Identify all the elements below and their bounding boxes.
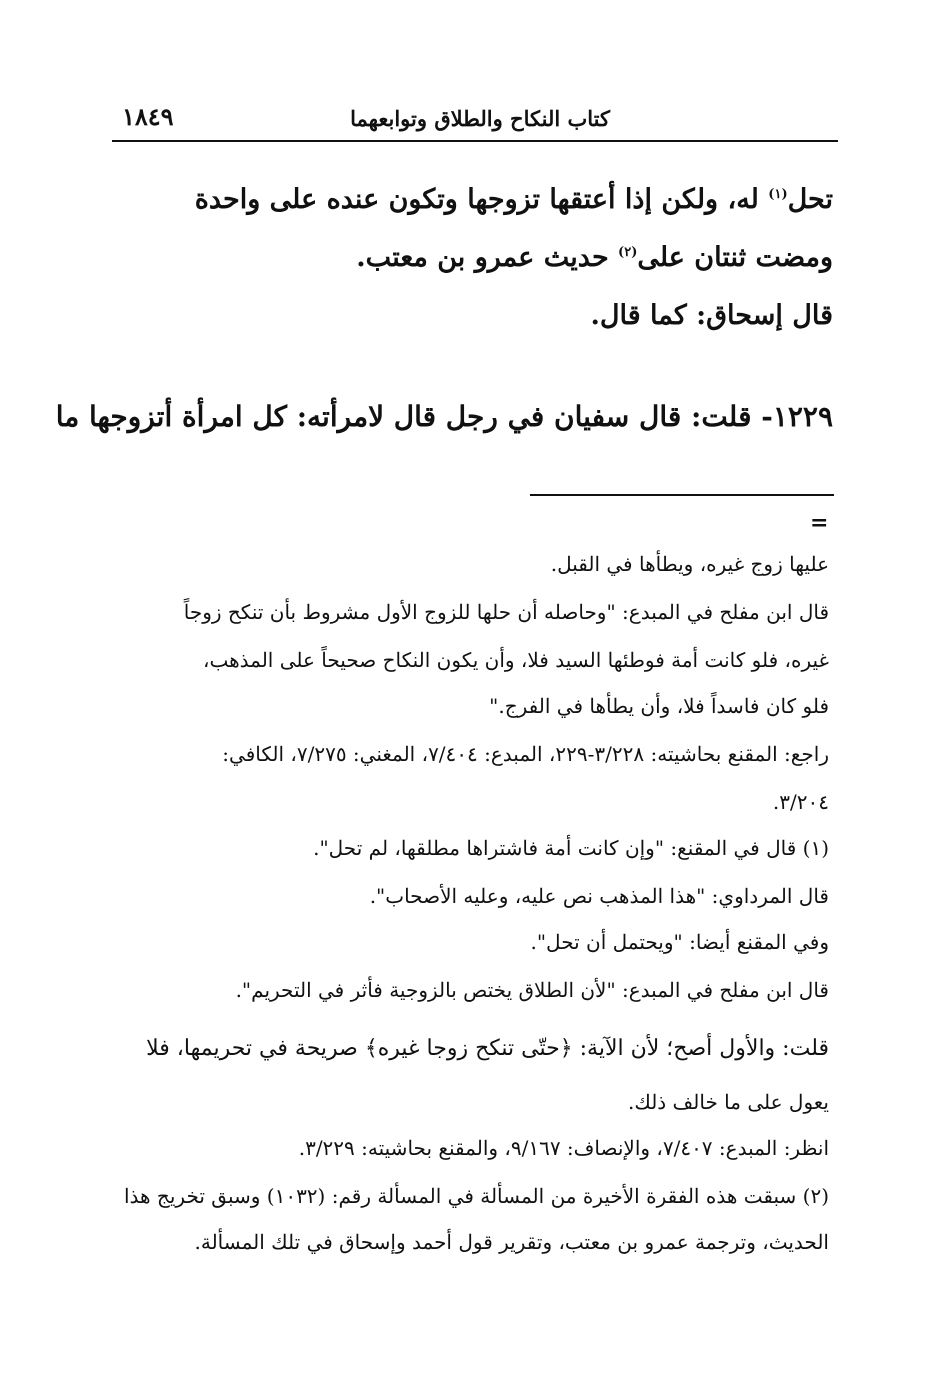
- footnote-ref-2: (٢): [618, 245, 638, 260]
- footnote-ref-1: (١): [768, 187, 788, 202]
- page-number: ١٨٤٩: [122, 102, 174, 131]
- footnote-line: وفي المقنع أيضا: "ويحتمل أن تحل".: [530, 930, 829, 954]
- footnote-line: قال المرداوي: "هذا المذهب نص عليه، وعليه الأصحاب".: [369, 884, 829, 908]
- main-text-line-3: قال إسحاق: كما قال.: [590, 300, 833, 331]
- footnote-line: قال ابن مفلح في المبدع: "لأن الطلاق يختص بالزوجية فأثر في التحريم".: [235, 978, 829, 1002]
- footnote-2: (٢) سبقت هذه الفقرة الأخيرة من المسألة في المسألة رقم: (١٠٣٢) وسبق تخريج هذا: [123, 1184, 829, 1208]
- footnote-separator: [530, 494, 834, 496]
- page-header: [112, 100, 838, 142]
- main-text-line-1: [103, 184, 833, 215]
- main-text-line-2: [103, 242, 833, 273]
- footnote-line-quran: قلت: والأول أصح؛ لأن الآية: ﴿حتّى تنكح زوجا غيره﴾ صريحة في تحريمها، فلا: [146, 1036, 829, 1061]
- continuation-mark: =: [810, 510, 829, 536]
- footnote-1: (١) قال في المقنع: "وإن كانت أمة فاشتراها مطلقها، لم تحل".: [313, 836, 829, 860]
- main-text-segment: تحل: [787, 184, 833, 215]
- footnote-line: غيره، فلو كانت أمة فوطئها السيد فلا، وأن يكون النكاح صحيحاً على المذهب،: [203, 648, 829, 672]
- footnote-line: عليها زوج غيره، ويطأها في القبل.: [550, 552, 829, 576]
- footnote-line: قال ابن مفلح في المبدع: "وحاصله أن حلها للزوج الأول مشروط بأن تنكح زوجاً: [183, 600, 829, 624]
- footnote-line: الحديث، وترجمة عمرو بن معتب، وتقرير قول أحمد وإسحاق في تلك المسألة.: [194, 1230, 829, 1254]
- main-text-segment: له، ولكن إذا أعتقها تزوجها وتكون عنده على واحدة: [194, 184, 769, 215]
- main-text-segment: ومضت ثنتان على: [637, 242, 833, 273]
- question-1229: ١٢٢٩- قلت: قال سفيان في رجل قال لامرأته: كل امرأة أتزوجها ما: [55, 400, 833, 433]
- main-text-segment: حديث عمرو بن معتب.: [356, 242, 619, 273]
- footnote-line: فلو كان فاسداً فلا، وأن يطأها في الفرج.": [489, 694, 829, 718]
- footnote-line: راجع: المقنع بحاشيته: ٣/٢٢٨-٢٢٩، المبدع: ٧/٤٠٤، المغني: ٧/٢٧٥، الكافي:: [222, 742, 829, 766]
- footnote-line: ٣/٢٠٤.: [772, 790, 829, 814]
- book-title: كتاب النكاح والطلاق وتوابعهما: [350, 106, 610, 131]
- footnote-line: انظر: المبدع: ٧/٤٠٧، والإنصاف: ٩/١٦٧، والمقنع بحاشيته: ٣/٢٢٩.: [298, 1136, 829, 1160]
- footnote-line: يعول على ما خالف ذلك.: [627, 1090, 829, 1114]
